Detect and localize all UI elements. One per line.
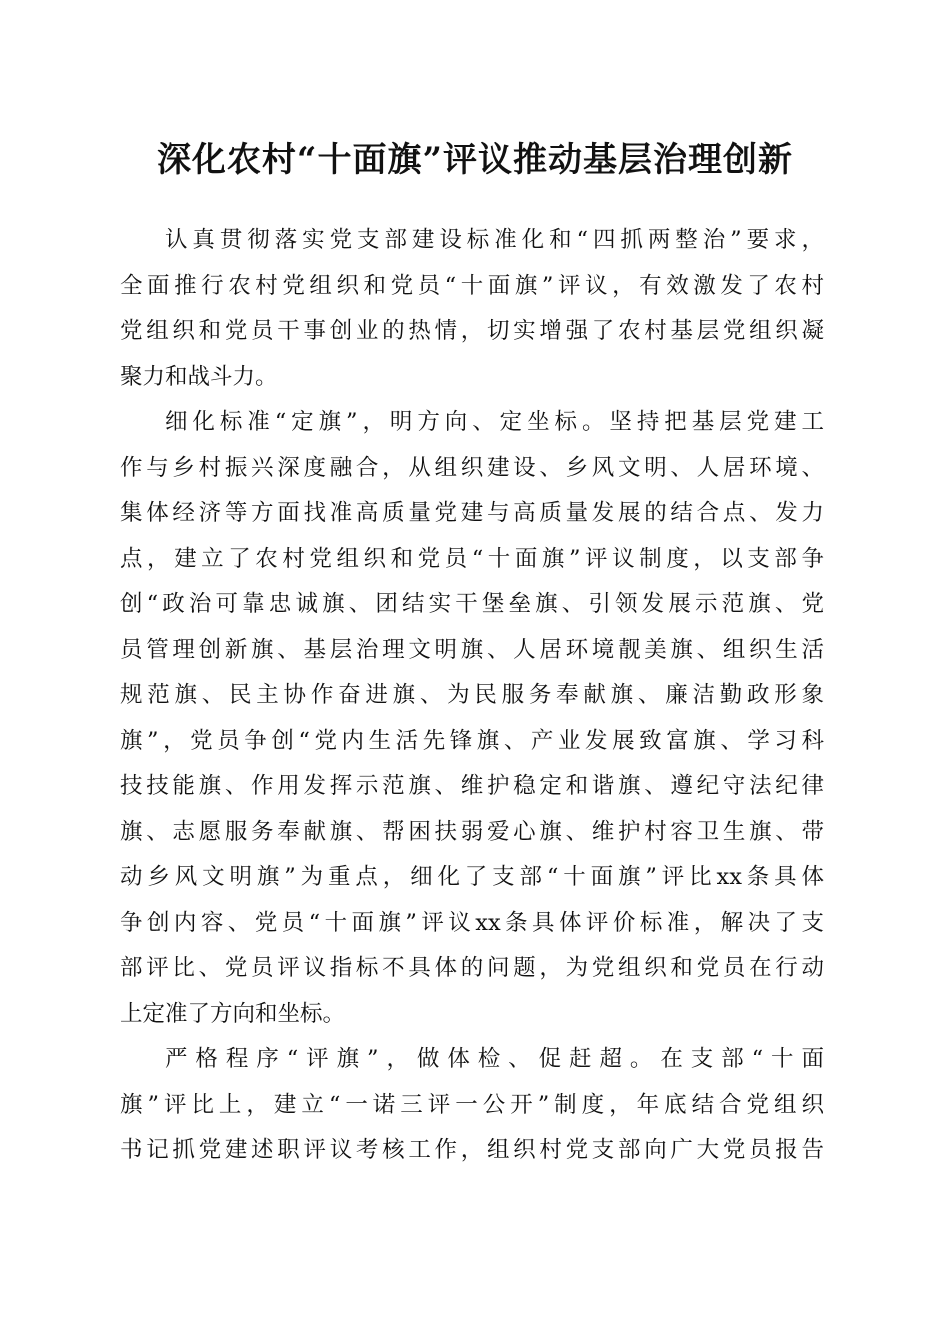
text-line: 技技能旗、作用发挥示范旗、维护稳定和谐旗、遵纪守法纪律 <box>120 773 824 799</box>
text-line: 旗”评比上，建立“一诺三评一公开”制度，年底结合党组织 <box>120 1091 824 1118</box>
paragraph <box>120 1037 824 1174</box>
paragraph <box>120 218 824 400</box>
text-line: 严格程序“评旗”，做体检、促赶超。在支部“十面 <box>165 1046 824 1072</box>
document-title: 深化农村“十面旗”评议推动基层治理创新 <box>156 140 794 180</box>
text-line: 争创内容、党员“十面旗”评议xx条具体评价标准，解决了支 <box>120 909 824 936</box>
text-line: 规范旗、民主协作奋进旗、为民服务奉献旗、廉洁勤政形象 <box>120 682 824 708</box>
text-line: 聚力和战斗力。 <box>120 363 278 390</box>
text-line: 全面推行农村党组织和党员“十面旗”评议，有效激发了农村 <box>120 272 824 299</box>
text-line: 集体经济等方面找准高质量党建与高质量发展的结合点、发力 <box>120 500 824 526</box>
paragraph <box>120 400 824 1037</box>
text-line: 员管理创新旗、基层治理文明旗、人居环境靓美旗、组织生活 <box>120 636 824 663</box>
text-line: 党组织和党员干事创业的热情，切实增强了农村基层党组织凝 <box>120 318 824 344</box>
text-line: 部评比、党员评议指标不具体的问题，为党组织和党员在行动 <box>120 955 824 981</box>
text-line: 点，建立了农村党组织和党员“十面旗”评议制度，以支部争 <box>120 545 824 572</box>
text-line: 上定准了方向和坐标。 <box>120 1000 346 1027</box>
text-line: 书记抓党建述职评议考核工作，组织村党支部向广大党员报告 <box>120 1137 824 1163</box>
text-line: 创“政治可靠忠诚旗、团结实干堡垒旗、引领发展示范旗、党 <box>120 591 824 617</box>
text-line: 细化标准“定旗”，明方向、定坐标。坚持把基层党建工 <box>165 409 824 435</box>
text-line: 作与乡村振兴深度融合，从组织建设、乡风文明、人居环境、 <box>120 454 824 481</box>
text-line: 旗、志愿服务奉献旗、帮困扶弱爱心旗、维护村容卫生旗、带 <box>120 818 824 845</box>
document-body <box>120 218 824 1174</box>
text-line: 动乡风文明旗”为重点，细化了支部“十面旗”评比xx条具体 <box>120 864 824 890</box>
text-line: 认真贯彻落实党支部建设标准化和“四抓两整治”要求， <box>165 227 824 253</box>
text-line: 旗”，党员争创“党内生活先锋旗、产业发展致富旗、学习科 <box>120 727 824 754</box>
